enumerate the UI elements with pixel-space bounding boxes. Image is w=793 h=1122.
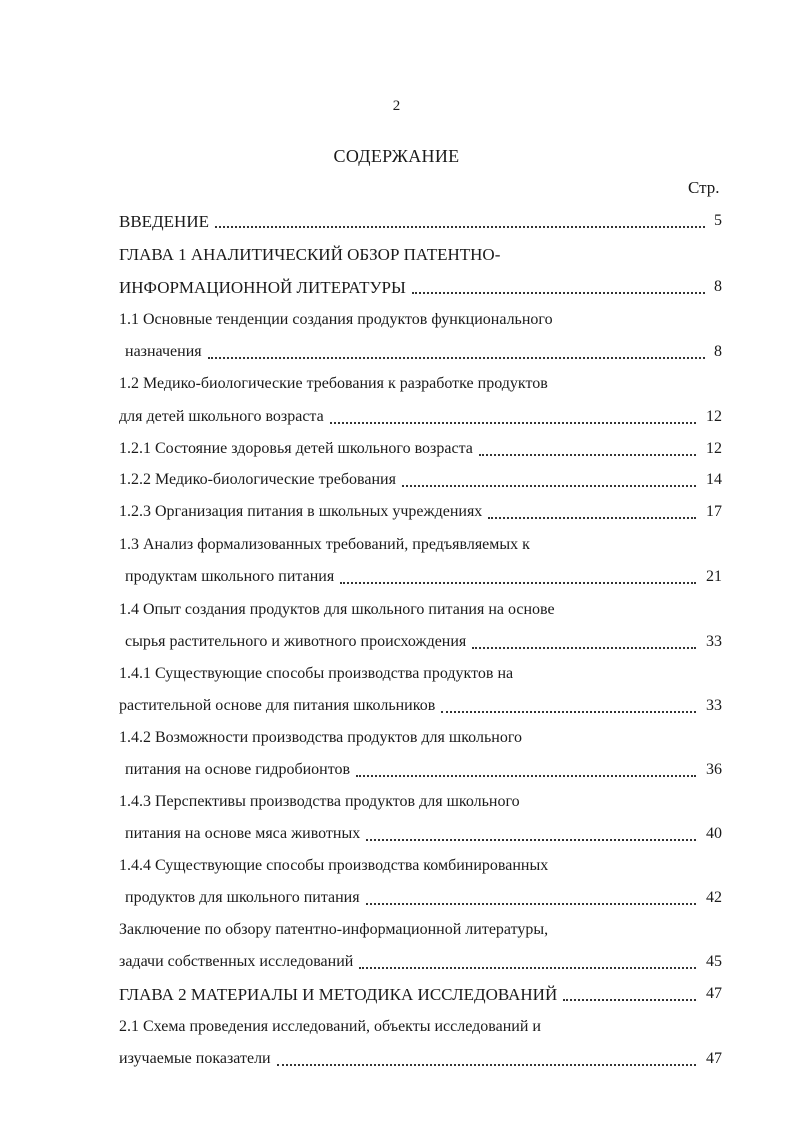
toc-entry-page: 36: [706, 761, 722, 778]
toc-entry-title: питания на основе мяса животных: [125, 825, 361, 842]
toc-entry-title: 1.2 Медико-биологические требования к разработке продуктов: [119, 375, 548, 392]
toc-entry-title: 1.2.1 Состояние здоровья детей школьного возраста: [119, 440, 473, 457]
toc-entry-title: сырья растительного и животного происхождения: [125, 633, 467, 650]
dot-leader: [412, 291, 705, 294]
toc-entry-page: 33: [706, 633, 722, 650]
toc-entry-page: 14: [706, 471, 722, 488]
toc-entry: [119, 311, 553, 329]
toc-entry-title: ГЛАВА 1 АНАЛИТИЧЕСКИЙ ОБЗОР ПАТЕНТНО-: [119, 245, 501, 264]
toc-entry-title: 1.4.2 Возможности производства продуктов для школьного: [119, 729, 522, 746]
toc-entry-title: ГЛАВА 2 МАТЕРИАЛЫ И МЕТОДИКА ИССЛЕДОВАНИЙ: [119, 985, 558, 1004]
toc-entry-title: продуктов для школьного питания: [125, 889, 360, 906]
toc-entry-page: 47: [706, 985, 722, 1002]
dot-leader: [215, 225, 705, 228]
toc-entry-page: 5: [714, 212, 722, 229]
dot-leader: [340, 581, 696, 584]
dot-leader: [488, 516, 696, 519]
toc-entry-page: 8: [714, 343, 722, 360]
toc-entry: [119, 375, 548, 393]
toc-entry: [119, 408, 324, 426]
toc-entry-title: назначения: [125, 343, 202, 360]
dot-leader: [402, 484, 696, 487]
toc-entry-title: изучаемые показатели: [119, 1050, 271, 1067]
toc-entry: [119, 921, 548, 939]
toc-entry: [125, 889, 360, 907]
toc-entry-page: 42: [706, 889, 722, 906]
toc-entry: [119, 697, 435, 715]
toc-entry-title: 2.1 Схема проведения исследований, объекты исследований и: [119, 1018, 541, 1035]
toc-entry-title: питания на основе гидробионтов: [125, 761, 351, 778]
toc-entry-page: 45: [706, 953, 722, 970]
dot-leader: [441, 710, 696, 713]
toc-entry-title: 1.3 Анализ формализованных требований, предъявляемых к: [119, 536, 530, 553]
toc-entry-page: 47: [706, 1050, 722, 1067]
toc-entry: [119, 793, 520, 811]
toc-entry: [119, 471, 396, 489]
toc-entry-page: 40: [706, 825, 722, 842]
toc-entry-title: 1.4.3 Перспективы производства продуктов для школьного: [119, 793, 520, 810]
toc-entry: [125, 633, 466, 651]
page-number: 2: [392, 98, 401, 114]
dot-leader: [479, 453, 696, 456]
toc-entry-page: 12: [706, 440, 722, 457]
page-title: СОДЕРЖАНИЕ: [333, 146, 460, 166]
toc-entry-title: Заключение по обзору патентно-информационной литературы,: [119, 921, 549, 938]
toc-entry-title: задачи собственных исследований: [119, 953, 354, 970]
dot-leader: [356, 774, 696, 777]
toc-entry: [119, 278, 406, 298]
toc-entry-title: 1.4.4 Существующие способы производства комбинированных: [119, 857, 549, 874]
toc-entry: [119, 440, 473, 458]
toc-entry: [119, 601, 555, 619]
toc-entry: [119, 985, 557, 1005]
toc-entry-title: 1.4 Опыт создания продуктов для школьного питания на основе: [119, 601, 555, 618]
toc-entry-title: 1.2.2 Медико-биологические требования: [119, 471, 396, 488]
toc-entry-title: 1.4.1 Существующие способы производства продуктов на: [119, 665, 514, 682]
toc-entry-page: 21: [706, 568, 722, 585]
toc-entry-page: 12: [706, 408, 722, 425]
toc-entry: [125, 761, 350, 779]
toc-entry-page: 33: [706, 697, 722, 714]
dot-leader: [366, 902, 696, 905]
toc-entry: [119, 503, 482, 521]
toc-entry-title: для детей школьного возраста: [119, 408, 324, 425]
toc-entry-title: продуктам школьного питания: [125, 568, 335, 585]
toc-entry-title: ВВЕДЕНИЕ: [119, 212, 209, 231]
toc-entry: [119, 729, 522, 747]
toc-entry-title: 1.2.3 Организация питания в школьных учреждениях: [119, 503, 483, 520]
toc-entry-page: 8: [714, 278, 722, 295]
toc-entry: [119, 1050, 271, 1068]
toc-entry: [119, 245, 500, 265]
toc-entry: [125, 825, 360, 843]
dot-leader: [472, 646, 696, 649]
toc-entry: [119, 857, 548, 875]
toc-entry-title: 1.1 Основные тенденции создания продуктов функционального: [119, 311, 553, 328]
toc-entry: [125, 568, 334, 586]
toc-entry-title: растительной основе для питания школьников: [119, 697, 436, 714]
page-column-header: Стр.: [688, 178, 720, 197]
toc-entry: [125, 343, 202, 361]
dot-leader: [330, 421, 696, 424]
dot-leader: [277, 1063, 696, 1066]
dot-leader: [366, 838, 696, 841]
dot-leader: [208, 356, 705, 359]
dot-leader: [359, 966, 696, 969]
toc-entry: [119, 665, 513, 683]
toc-entry: [119, 953, 353, 971]
toc-entry: [119, 536, 530, 554]
toc-entry: [119, 1018, 541, 1036]
dot-leader: [563, 998, 696, 1001]
toc-entry-title: ИНФОРМАЦИОННОЙ ЛИТЕРАТУРЫ: [119, 278, 406, 297]
toc-entry-page: 17: [706, 503, 722, 520]
toc-entry: [119, 212, 209, 232]
